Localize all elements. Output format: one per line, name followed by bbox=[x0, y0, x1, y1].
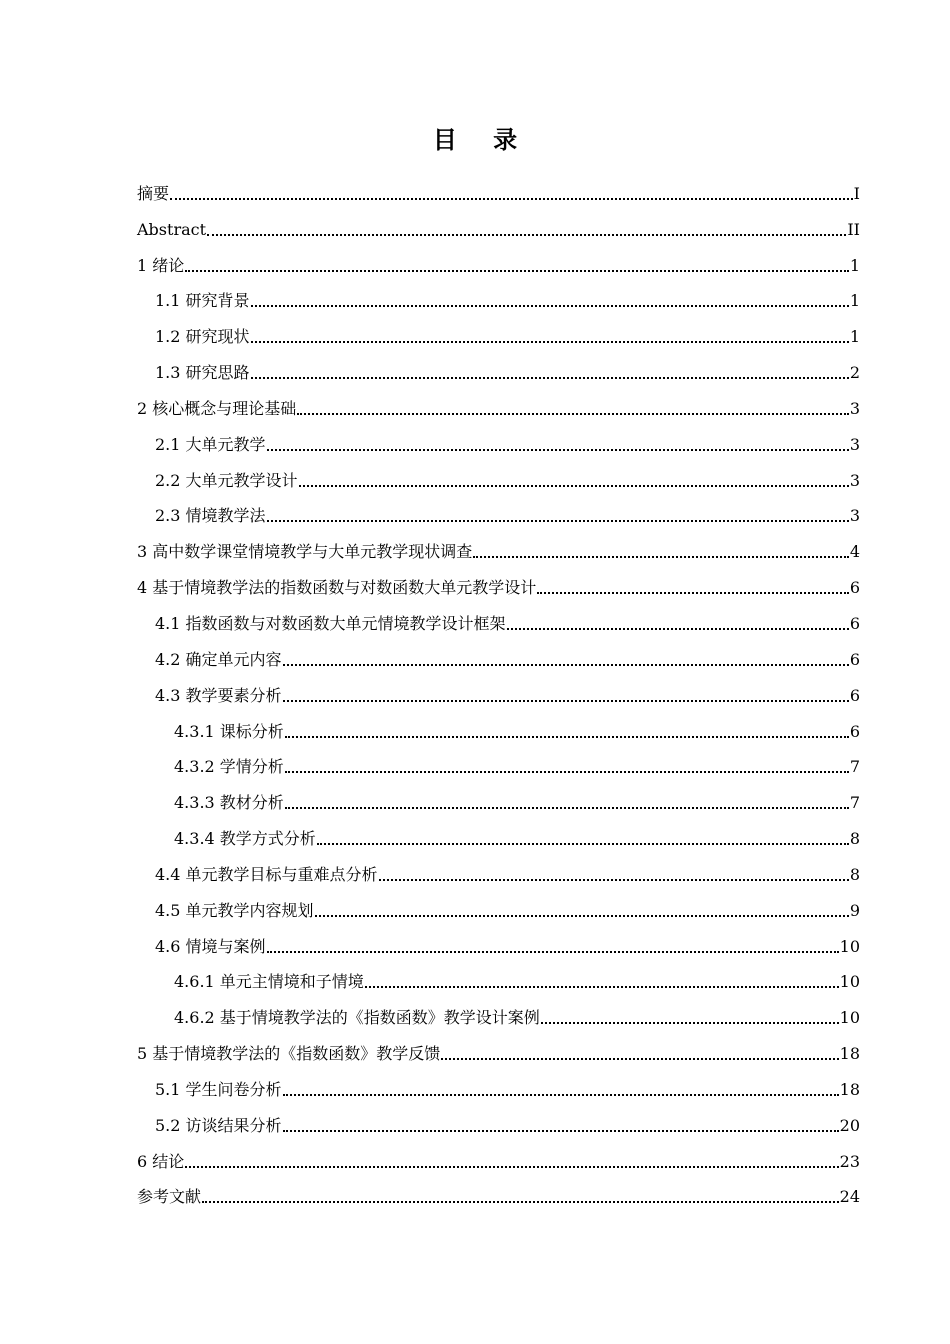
toc-entry-page-number: 4 bbox=[849, 542, 860, 562]
toc-entry[interactable] bbox=[137, 783, 860, 819]
toc-entry[interactable] bbox=[137, 1178, 860, 1214]
toc-entry-page-number: 10 bbox=[839, 936, 860, 956]
toc-entry-label: 5.2 访谈结果分析 bbox=[155, 1115, 282, 1135]
toc-entry-label: 2.2 大单元教学设计 bbox=[155, 470, 298, 490]
toc-entry-label: 4.3.1 课标分析 bbox=[174, 721, 284, 741]
dot-leader bbox=[185, 270, 849, 272]
dot-leader bbox=[285, 807, 849, 809]
dot-leader bbox=[283, 1094, 839, 1096]
dot-leader bbox=[541, 1022, 839, 1024]
toc-entry-page-number: 6 bbox=[849, 649, 860, 669]
dot-leader bbox=[267, 520, 849, 522]
toc-entry-label: 4.3.4 教学方式分析 bbox=[174, 829, 316, 849]
toc-entry[interactable] bbox=[137, 819, 860, 855]
toc-entry-label: 4 基于情境教学法的指数函数与对数函数大单元教学设计 bbox=[137, 578, 537, 598]
toc-entry-page-number: 1 bbox=[849, 291, 860, 311]
toc-entry[interactable] bbox=[137, 748, 860, 784]
toc-entry-label: 1.3 研究思路 bbox=[155, 363, 250, 383]
toc-entry-label: 2.3 情境教学法 bbox=[155, 506, 266, 526]
toc-entry-page-number: 8 bbox=[849, 829, 860, 849]
toc-entry[interactable] bbox=[137, 640, 860, 676]
toc-entry[interactable] bbox=[137, 604, 860, 640]
toc-entry-page-number: 20 bbox=[839, 1115, 860, 1135]
dot-leader bbox=[315, 915, 849, 917]
toc-entry[interactable] bbox=[137, 712, 860, 748]
toc-entry-label: 4.3 教学要素分析 bbox=[155, 685, 282, 705]
toc-entry-page-number: 8 bbox=[849, 864, 860, 884]
toc-entry[interactable] bbox=[137, 282, 860, 318]
toc-entry-label: 2.1 大单元教学 bbox=[155, 434, 266, 454]
toc-entry[interactable] bbox=[137, 1142, 860, 1178]
toc-entry-label: 1.2 研究现状 bbox=[155, 327, 250, 347]
toc-entry-page-number: 3 bbox=[849, 506, 860, 526]
dot-leader bbox=[251, 305, 849, 307]
dot-leader bbox=[537, 592, 849, 594]
toc-entry[interactable] bbox=[137, 998, 860, 1034]
table-of-contents bbox=[137, 174, 860, 1213]
toc-entry[interactable] bbox=[137, 497, 860, 533]
toc-entry-page-number: 6 bbox=[849, 613, 860, 633]
dot-leader bbox=[207, 234, 846, 236]
toc-entry[interactable] bbox=[137, 210, 860, 246]
dot-leader bbox=[283, 700, 849, 702]
toc-entry[interactable] bbox=[137, 676, 860, 712]
toc-entry[interactable] bbox=[137, 855, 860, 891]
toc-entry-label: 摘要 bbox=[137, 183, 170, 203]
dot-leader bbox=[170, 198, 853, 200]
dot-leader bbox=[473, 556, 849, 558]
toc-entry-label: 4.1 指数函数与对数函数大单元情境教学设计框架 bbox=[155, 613, 506, 633]
toc-entry-page-number: 7 bbox=[849, 793, 860, 813]
toc-entry[interactable] bbox=[137, 1106, 860, 1142]
dot-leader bbox=[441, 1058, 838, 1060]
toc-entry[interactable] bbox=[137, 353, 860, 389]
toc-entry-label: 4.3.3 教材分析 bbox=[174, 793, 284, 813]
toc-entry[interactable] bbox=[137, 317, 860, 353]
toc-entry-label: 参考文献 bbox=[137, 1187, 202, 1207]
toc-entry-page-number: 3 bbox=[849, 470, 860, 490]
dot-leader bbox=[379, 879, 849, 881]
toc-entry-page-number: 7 bbox=[849, 757, 860, 777]
toc-entry-page-number: 18 bbox=[839, 1079, 860, 1099]
dot-leader bbox=[365, 986, 839, 988]
dot-leader bbox=[283, 664, 849, 666]
toc-entry-page-number: 2 bbox=[849, 363, 860, 383]
toc-entry[interactable] bbox=[137, 246, 860, 282]
toc-entry-label: 4.3.2 学情分析 bbox=[174, 757, 284, 777]
dot-leader bbox=[297, 413, 849, 415]
toc-entry-label: 1 绪论 bbox=[137, 255, 185, 275]
toc-entry-page-number: 9 bbox=[849, 900, 860, 920]
toc-entry-label: 4.6.1 单元主情境和子情境 bbox=[174, 972, 364, 992]
toc-entry-page-number: 1 bbox=[849, 327, 860, 347]
toc-entry[interactable] bbox=[137, 963, 860, 999]
toc-entry-page-number: 23 bbox=[839, 1151, 860, 1171]
dot-leader bbox=[251, 377, 849, 379]
toc-entry-label: Abstract bbox=[137, 219, 207, 239]
toc-entry-page-number: 6 bbox=[849, 685, 860, 705]
dot-leader bbox=[251, 341, 849, 343]
toc-entry[interactable] bbox=[137, 174, 860, 210]
dot-leader bbox=[285, 736, 849, 738]
toc-entry[interactable] bbox=[137, 1034, 860, 1070]
toc-entry-page-number: 3 bbox=[849, 434, 860, 454]
page-title: 目 录 bbox=[432, 126, 532, 154]
toc-entry-label: 4.6 情境与案例 bbox=[155, 936, 266, 956]
toc-entry-label: 6 结论 bbox=[137, 1151, 185, 1171]
toc-entry-label: 3 高中数学课堂情境教学与大单元教学现状调查 bbox=[137, 542, 473, 562]
dot-leader bbox=[317, 843, 849, 845]
toc-entry[interactable] bbox=[137, 891, 860, 927]
dot-leader bbox=[267, 449, 849, 451]
toc-entry-page-number: I bbox=[853, 183, 860, 203]
toc-entry-label: 2 核心概念与理论基础 bbox=[137, 398, 297, 418]
toc-entry-label: 4.5 单元教学内容规划 bbox=[155, 900, 314, 920]
dot-leader bbox=[267, 951, 839, 953]
toc-entry-page-number: 1 bbox=[849, 255, 860, 275]
toc-entry-page-number: 10 bbox=[839, 972, 860, 992]
toc-entry[interactable] bbox=[137, 461, 860, 497]
dot-leader bbox=[202, 1201, 839, 1203]
toc-entry-page-number: 18 bbox=[839, 1044, 860, 1064]
toc-entry[interactable] bbox=[137, 389, 860, 425]
toc-entry[interactable] bbox=[137, 927, 860, 963]
dot-leader bbox=[507, 628, 849, 630]
toc-entry[interactable] bbox=[137, 568, 860, 604]
toc-entry-page-number: 6 bbox=[849, 721, 860, 741]
toc-entry-label: 5.1 学生问卷分析 bbox=[155, 1079, 282, 1099]
dot-leader bbox=[283, 1130, 839, 1132]
toc-entry-label: 4.6.2 基于情境教学法的《指数函数》教学设计案例 bbox=[174, 1008, 540, 1028]
toc-entry[interactable] bbox=[137, 425, 860, 461]
toc-entry-label: 5 基于情境教学法的《指数函数》教学反馈 bbox=[137, 1044, 441, 1064]
dot-leader bbox=[285, 771, 849, 773]
toc-entry-page-number: 24 bbox=[839, 1187, 860, 1207]
dot-leader bbox=[299, 485, 849, 487]
toc-entry-page-number: 3 bbox=[849, 398, 860, 418]
toc-entry-label: 1.1 研究背景 bbox=[155, 291, 250, 311]
toc-entry-page-number: 6 bbox=[849, 578, 860, 598]
dot-leader bbox=[185, 1166, 838, 1168]
toc-entry[interactable] bbox=[137, 532, 860, 568]
toc-entry-label: 4.4 单元教学目标与重难点分析 bbox=[155, 864, 378, 884]
toc-entry[interactable] bbox=[137, 1070, 860, 1106]
toc-entry-label: 4.2 确定单元内容 bbox=[155, 649, 282, 669]
toc-entry-page-number: II bbox=[847, 219, 860, 239]
toc-entry-page-number: 10 bbox=[839, 1008, 860, 1028]
